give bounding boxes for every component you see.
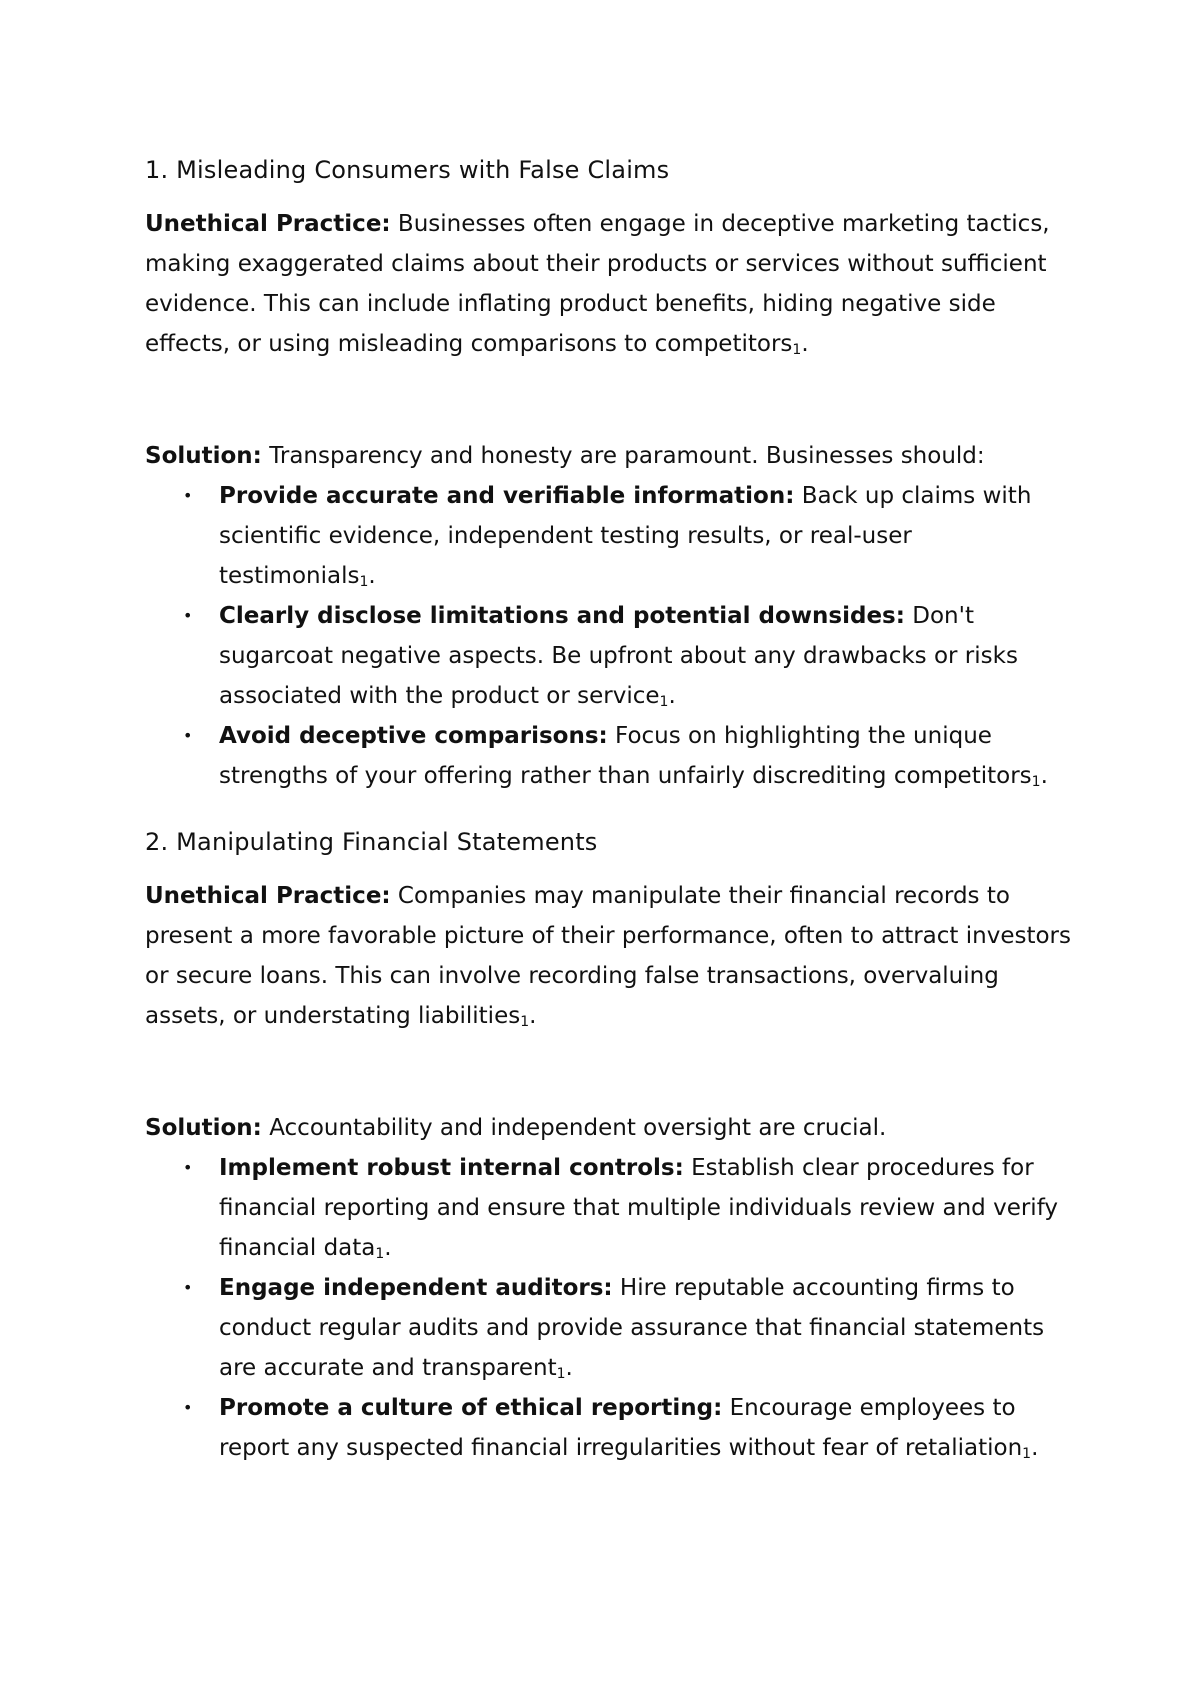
citation-marker: 1 [556,1366,566,1382]
section-heading: 1. Misleading Consumers with False Claims [145,156,670,184]
list-item-text: Hire reputable accounting firms to conduct regular audits and provide assurance that financial statements are accurate and transparent [219,1275,1045,1381]
list-item [183,1388,1075,1468]
solution-text: Accountability and independent oversight are crucial. [261,1115,887,1141]
practice-text: Businesses often engage in deceptive marketing tactics, making exaggerated claims about their products or services without sufficient evidence. This can include inflating product benefits, hiding negative side effects, or using misleading comparisons to competitors [145,211,1050,357]
list-item-label: Promote a culture of ethical reporting: [219,1395,723,1421]
spacer [145,364,1075,436]
solution-label: Solution: [145,443,262,469]
section-heading: 2. Manipulating Financial Statements [145,828,598,856]
unethical-practice-paragraph [145,204,1075,364]
bullet-icon: • [183,1278,193,1297]
citation-marker: 1 [520,1014,530,1030]
citation-marker: 1 [1022,1446,1032,1462]
bullet-icon: • [183,726,193,745]
sentence-end: . [565,1355,573,1381]
spacer [145,1036,1075,1108]
solution-text: Transparency and honesty are paramount. Businesses should: [261,443,985,469]
list-item [183,716,1075,796]
sentence-end: . [1031,1435,1039,1461]
spacer [145,796,1075,822]
practice-label: Unethical Practice: [145,211,391,237]
citation-marker: 1 [792,342,802,358]
citation-marker: 1 [1031,774,1041,790]
sentence-end: . [668,683,676,709]
solution-paragraph [145,1108,1075,1148]
solution-label: Solution: [145,1115,262,1141]
bullet-icon: • [183,606,193,625]
sentence-end: . [1040,763,1048,789]
list-item-text: Focus on highlighting the unique strengths of your offering rather than unfairly discrediting competitors [219,723,1032,789]
document-page [145,150,1075,1468]
list-item-label: Provide accurate and verifiable information: [219,483,795,509]
sentence-end: . [368,563,376,589]
solution-list [145,1148,1075,1468]
bullet-icon: • [183,486,193,505]
list-item [183,476,1075,596]
list-item-label: Clearly disclose limitations and potential downsides: [219,603,905,629]
bullet-icon: • [183,1158,193,1177]
list-item [183,596,1075,716]
list-item [183,1148,1075,1268]
citation-marker: 1 [659,694,669,710]
list-item-text: Don't sugarcoat negative aspects. Be upfront about any drawbacks or risks associated with the product or service [219,603,1018,709]
solution-list [145,476,1075,796]
sentence-end: . [384,1235,392,1261]
list-item-label: Implement robust internal controls: [219,1155,684,1181]
list-item [183,1268,1075,1388]
bullet-icon: • [183,1398,193,1417]
sentence-end: . [529,1003,537,1029]
unethical-practice-paragraph [145,876,1075,1036]
list-item-label: Avoid deceptive comparisons: [219,723,608,749]
sentence-end: . [801,331,809,357]
citation-marker: 1 [359,574,369,590]
solution-paragraph [145,436,1075,476]
list-item-text: Back up claims with scientific evidence, independent testing results, or real-user testimonials [219,483,1032,589]
practice-label: Unethical Practice: [145,883,391,909]
citation-marker: 1 [375,1246,385,1262]
list-item-text: Encourage employees to report any suspected financial irregularities without fear of retaliation [219,1395,1023,1461]
practice-text: Companies may manipulate their financial records to present a more favorable picture of their performance, often to attract investors or secure loans. This can involve recording false transactions, overvaluing assets, or understating liabilities [145,883,1071,1029]
list-item-label: Engage independent auditors: [219,1275,613,1301]
list-item-text: Establish clear procedures for financial reporting and ensure that multiple individuals review and verify financial data [219,1155,1059,1261]
